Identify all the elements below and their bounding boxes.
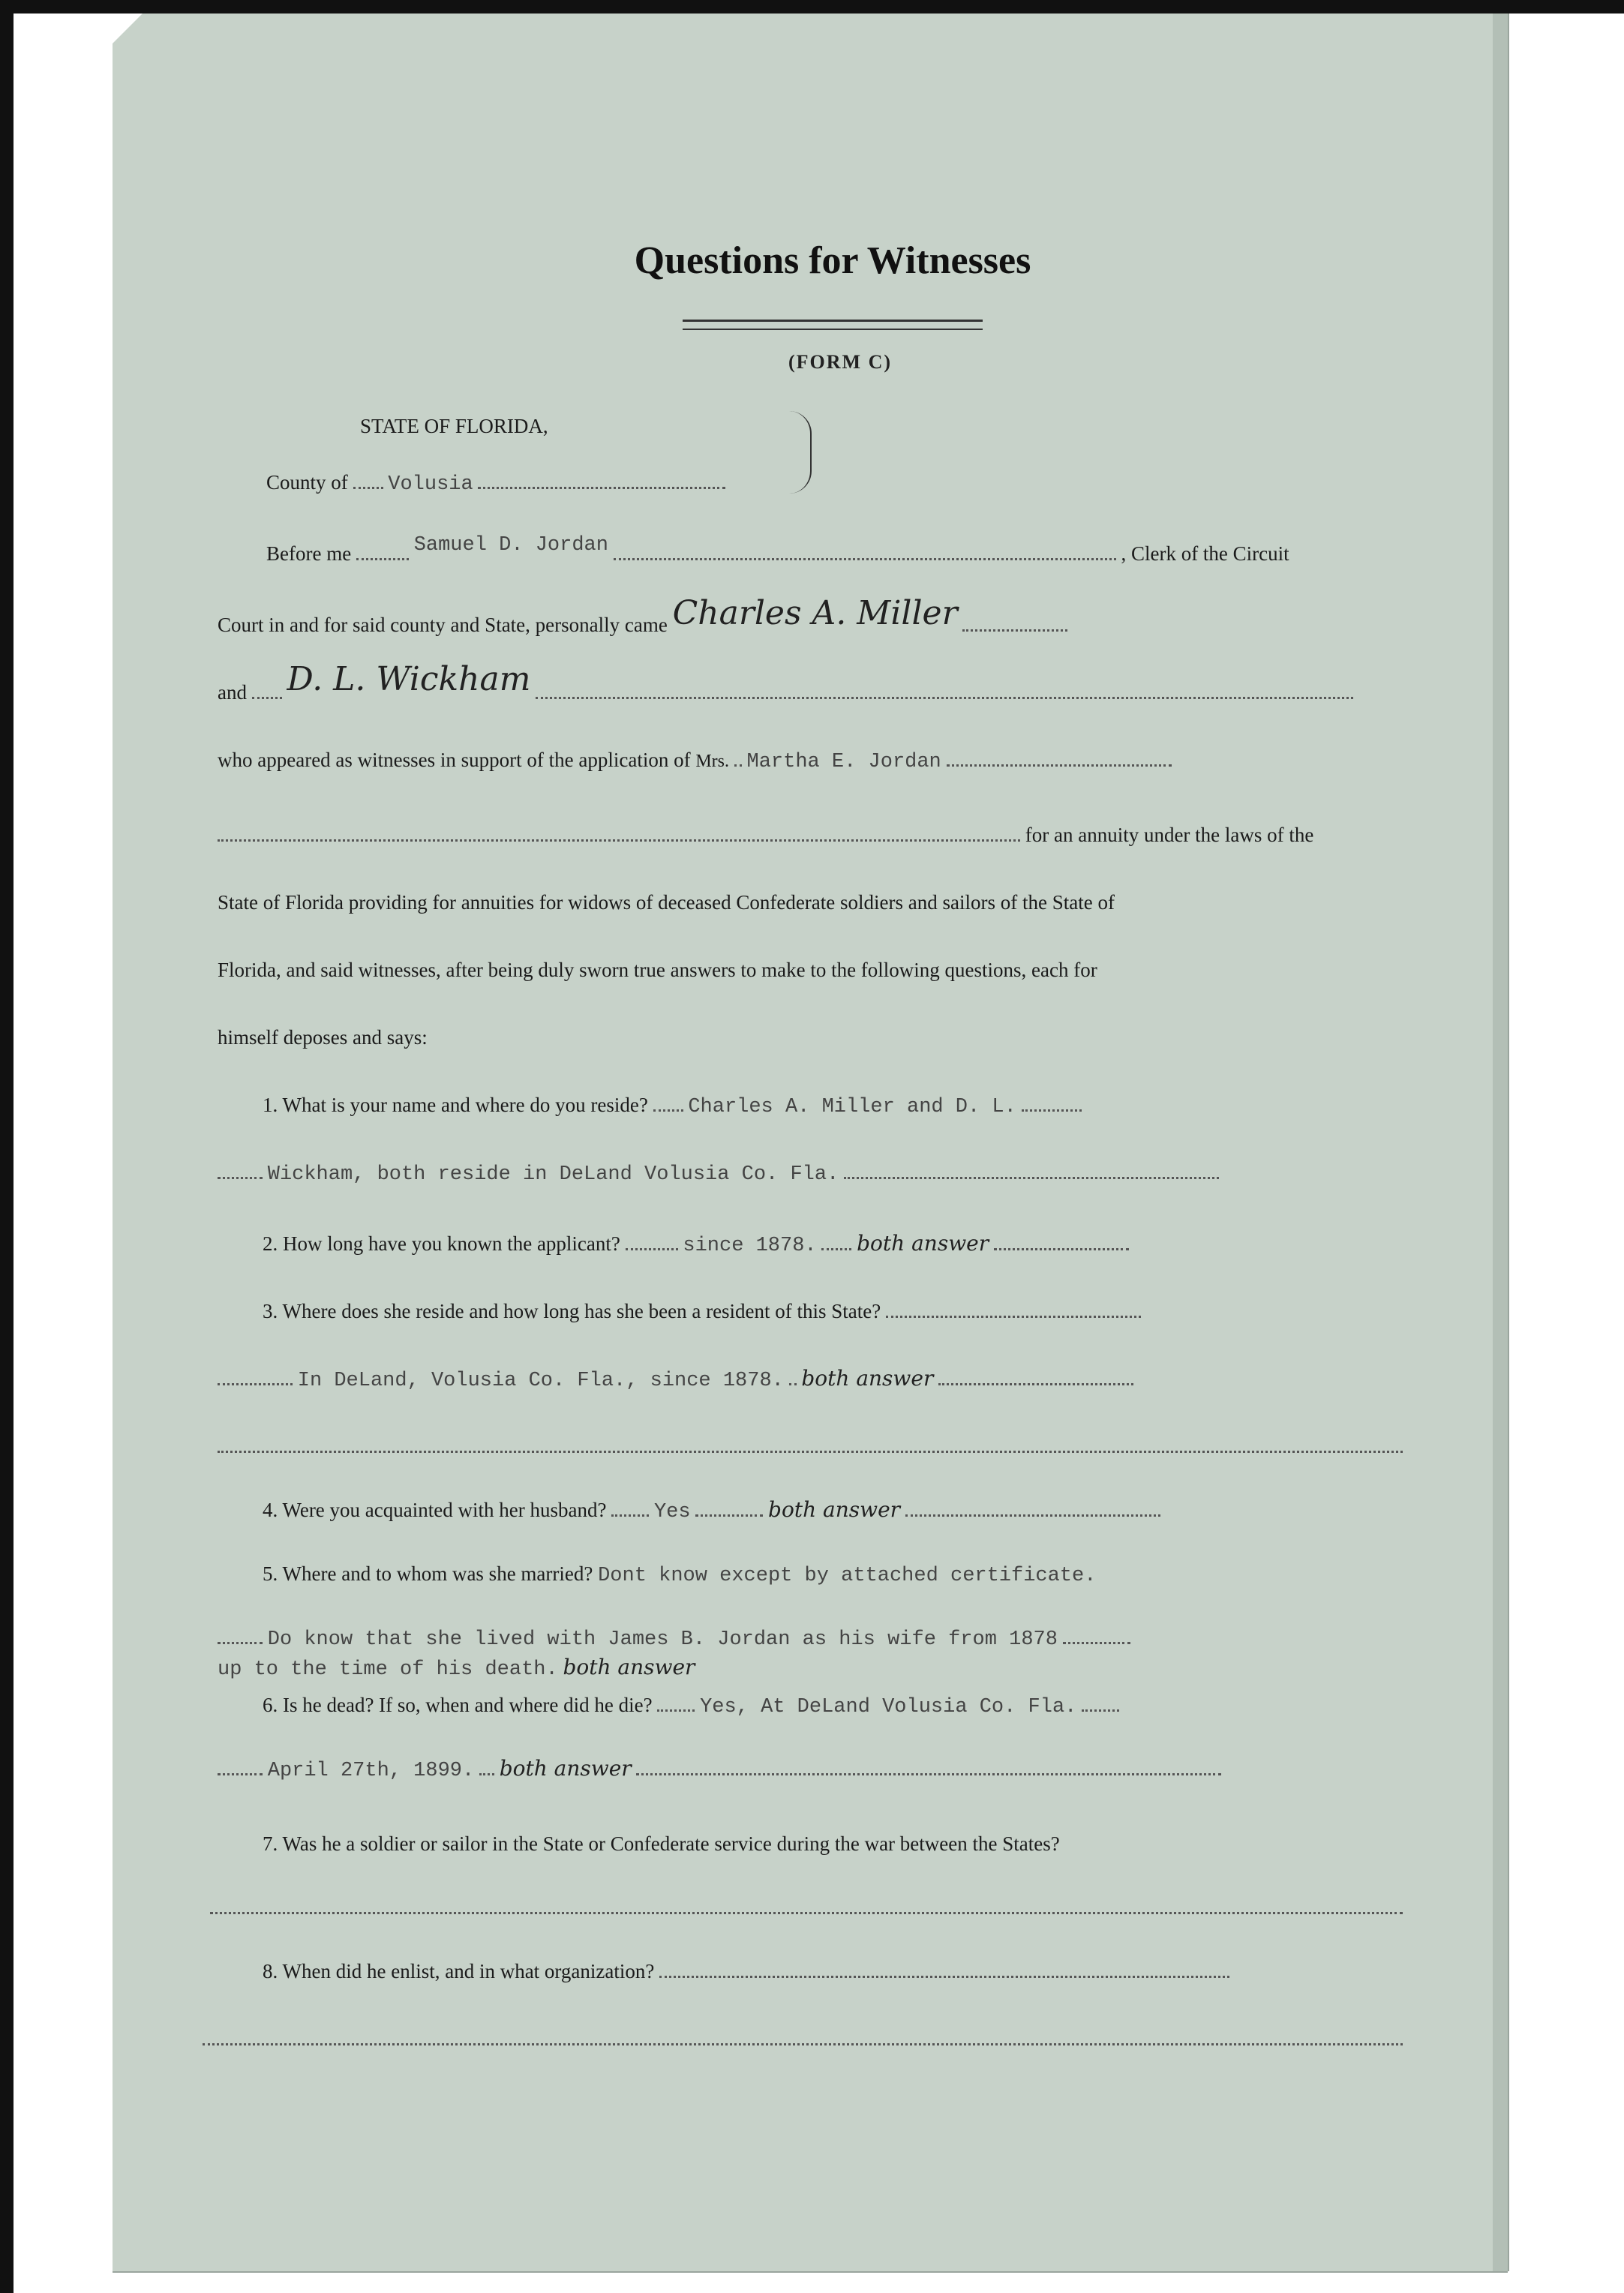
appeared-line: [218, 745, 1172, 775]
brace: [788, 411, 812, 494]
answer-1-line2: Wickham, both reside in DeLand Volusia Co. Fla.: [267, 1163, 839, 1186]
statute-line: State of Florida providing for annuities for widows of deceased Confederate soldiers and sailors of the State of: [218, 891, 1115, 914]
witness1-signature: Charles A. Miller: [672, 594, 958, 632]
state-heading: [360, 411, 548, 441]
document-title: Questions for Witnesses: [634, 239, 1031, 282]
clerk-name: Samuel D. Jordan: [413, 534, 608, 557]
title-rule: [683, 320, 983, 322]
answer-3: In DeLand, Volusia Co. Fla., since 1878.: [297, 1370, 784, 1392]
answer-5-row3: [218, 1652, 695, 1682]
question-6: [263, 1690, 1119, 1720]
answer-6-line2: April 27th, 1899.: [267, 1760, 475, 1782]
question-5: [263, 1559, 1096, 1589]
question-8: [263, 1956, 1229, 1986]
answer-6-line1: Yes, At DeLand Volusia Co. Fla.: [700, 1696, 1077, 1718]
blank-row-7: [210, 1892, 1403, 1922]
sworn-line: Florida, and said witnesses, after being duly sworn true answers to make to the following questions, each for: [218, 959, 1097, 981]
answer-5-row2: [218, 1622, 1130, 1652]
question-6-text: 6. Is he dead? If so, when and where did he die?: [263, 1694, 653, 1716]
deposes-line: himself deposes and says:: [218, 1026, 428, 1049]
answer-3-row: [218, 1364, 1133, 1394]
answer-1-row2: [218, 1157, 1219, 1187]
question-3-text: 3. Where does she reside and how long has she been a resident of this State?: [263, 1300, 881, 1322]
question-7-text: 7. Was he a soldier or sailor in the State or Confederate service during the war between the States?: [263, 1832, 1060, 1855]
title-rule-lower: [683, 329, 983, 330]
county-label: County of: [266, 471, 348, 494]
answer-4-note: both answer: [768, 1497, 901, 1522]
and-line: [218, 660, 1353, 704]
answer-4: Yes: [653, 1501, 691, 1523]
answer-2: since 1878.: [683, 1235, 817, 1257]
court-line: [218, 594, 1067, 636]
appeared-label: who appeared as witnesses in support of the application of: [218, 749, 691, 771]
question-5-text: 5. Where and to whom was she married?: [263, 1562, 593, 1585]
blank-row-8: [203, 2024, 1403, 2054]
annuity-line: [218, 820, 1313, 850]
question-2: [263, 1229, 1129, 1259]
question-7: [263, 1829, 1060, 1859]
blank-row-3: [218, 1431, 1403, 1461]
sheet-edge: [1493, 14, 1508, 2271]
answer-3-note: both answer: [801, 1366, 934, 1391]
applicant-name: Martha E. Jordan: [746, 751, 941, 773]
question-1: [263, 1090, 1082, 1120]
answer-2-note: both answer: [857, 1231, 989, 1256]
clerk-label: , Clerk of the Circuit: [1121, 542, 1289, 565]
county-line: [266, 467, 725, 497]
scan-border-top: [0, 0, 1624, 14]
answer-1-line1: Charles A. Miller and D. L.: [688, 1096, 1016, 1118]
and-label: and: [218, 681, 247, 704]
form-label: (FORM C): [788, 351, 892, 373]
answer-5-line2: Do know that she lived with James B. Jordan as his wife from 1878: [267, 1628, 1058, 1651]
state-text: STATE OF FLORIDA,: [360, 415, 548, 437]
before-line: [266, 534, 1289, 569]
question-1-text: 1. What is your name and where do you reside?: [263, 1094, 648, 1116]
mrs-label: Mrs.: [695, 752, 730, 771]
witness2-signature: D. L. Wickham: [287, 660, 531, 698]
corner-fold: [113, 14, 143, 44]
question-8-text: 8. When did he enlist, and in what organization?: [263, 1960, 655, 1982]
county-value: Volusia: [388, 473, 473, 496]
answer-5-note: both answer: [563, 1655, 695, 1679]
question-2-text: 2. How long have you known the applicant?: [263, 1232, 620, 1255]
before-label: Before me: [266, 542, 352, 565]
scan-border-left: [0, 0, 14, 2293]
court-label: Court in and for said county and State, personally came: [218, 614, 668, 636]
document-sheet: [113, 14, 1508, 2271]
question-4: [263, 1495, 1160, 1525]
answer-5-line1: Dont know except by attached certificate.: [598, 1565, 1097, 1587]
question-3: [263, 1296, 1141, 1326]
answer-5-line3: up to the time of his death.: [218, 1658, 558, 1681]
annuity-text: for an annuity under the laws of the: [1025, 824, 1314, 846]
answer-6-note: both answer: [499, 1756, 632, 1781]
question-4-text: 4. Were you acquainted with her husband?: [263, 1499, 607, 1521]
answer-6-row2: [218, 1754, 1221, 1784]
